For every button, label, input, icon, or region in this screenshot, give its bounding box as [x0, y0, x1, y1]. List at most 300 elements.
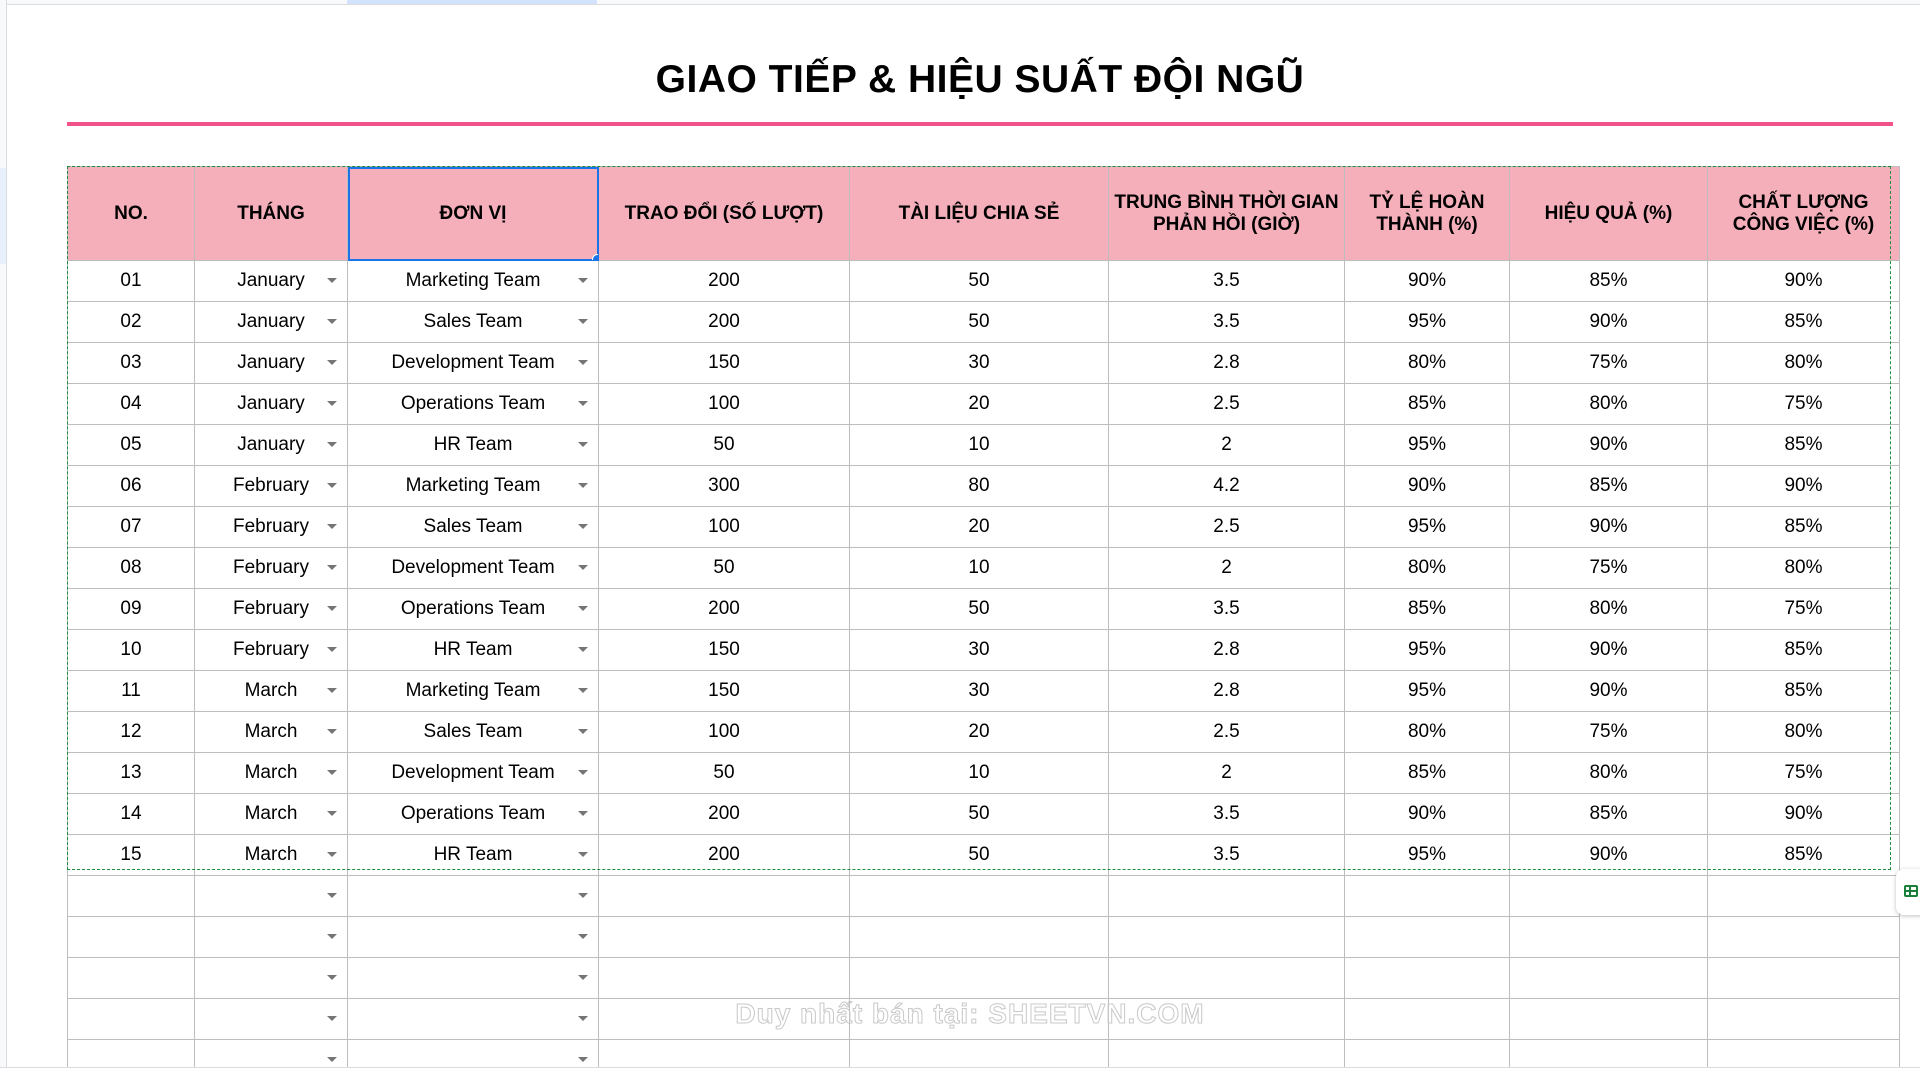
cell-month[interactable] — [195, 589, 348, 630]
header-unit[interactable] — [348, 167, 599, 261]
cell-value: 30 — [968, 352, 990, 373]
cell-value: 50 — [713, 762, 735, 783]
cell-unit[interactable] — [348, 425, 599, 466]
cell-no[interactable] — [68, 835, 195, 876]
cell-no[interactable] — [68, 384, 195, 425]
cell-exchanges[interactable] — [599, 425, 850, 466]
cell-value: 80% — [1407, 352, 1447, 373]
cell-value: 3.5 — [1213, 598, 1240, 619]
cell-completion-rate[interactable] — [1345, 712, 1510, 753]
watermark: Duy nhất bán tại: SHEETVN.COM — [735, 998, 1205, 1029]
cell-value: 2.8 — [1213, 352, 1240, 373]
cell-no[interactable] — [68, 425, 195, 466]
chevron-down-icon[interactable] — [578, 565, 588, 570]
cell-response-time[interactable] — [1109, 917, 1345, 958]
cell-month[interactable] — [195, 630, 348, 671]
chevron-down-icon[interactable] — [578, 483, 588, 488]
cell-value: January — [237, 270, 305, 291]
cell-exchanges[interactable] — [599, 548, 850, 589]
cell-unit[interactable] — [348, 343, 599, 384]
cell-value: 90% — [1589, 516, 1628, 537]
cell-value: 20 — [968, 516, 990, 537]
cell-value: 95% — [1407, 639, 1447, 660]
cell-value: 50 — [713, 557, 735, 578]
cell-no[interactable] — [68, 548, 195, 589]
cell-quality[interactable] — [1708, 589, 1900, 630]
cell-exchanges[interactable] — [599, 384, 850, 425]
cell-month[interactable] — [195, 384, 348, 425]
cell-response-time[interactable] — [1109, 384, 1345, 425]
cell-no[interactable] — [68, 507, 195, 548]
cell-no[interactable] — [68, 999, 195, 1040]
chevron-down-icon[interactable] — [578, 278, 588, 283]
cell-documents[interactable] — [850, 343, 1109, 384]
cell-response-time[interactable] — [1109, 835, 1345, 876]
cell-quality[interactable] — [1708, 466, 1900, 507]
header-unit-label: ĐƠN VỊ — [439, 202, 507, 224]
cell-quality[interactable] — [1708, 425, 1900, 466]
cell-completion-rate[interactable] — [1345, 466, 1510, 507]
cell-completion-rate[interactable] — [1345, 343, 1510, 384]
header-documents[interactable]: TÀI LIỆU CHIA SẺ — [850, 167, 1109, 261]
cell-exchanges[interactable] — [599, 589, 850, 630]
cell-quality[interactable] — [1708, 630, 1900, 671]
chevron-down-icon[interactable] — [327, 688, 337, 693]
table-row — [68, 753, 1900, 794]
cell-completion-rate[interactable] — [1345, 671, 1510, 712]
cell-value: 03 — [120, 352, 142, 373]
cell-response-time[interactable] — [1109, 753, 1345, 794]
cell-value: 80% — [1407, 721, 1447, 742]
cell-response-time[interactable] — [1109, 958, 1345, 999]
chevron-down-icon[interactable] — [578, 442, 588, 447]
cell-exchanges[interactable] — [599, 630, 850, 671]
cell-value: 2 — [1221, 434, 1232, 455]
cell-efficiency[interactable] — [1510, 261, 1708, 302]
cell-quality[interactable] — [1708, 384, 1900, 425]
chevron-down-icon[interactable] — [327, 729, 337, 734]
cell-value: 90% — [1784, 803, 1823, 824]
cell-value: Sales Team — [423, 721, 523, 742]
cell-month[interactable] — [195, 753, 348, 794]
cell-value: 3.5 — [1213, 844, 1240, 865]
cell-value: 11 — [121, 680, 141, 701]
cell-unit[interactable] — [348, 794, 599, 835]
cell-unit[interactable] — [348, 548, 599, 589]
cell-documents[interactable] — [850, 876, 1109, 917]
cell-value: 06 — [120, 475, 142, 496]
cell-efficiency[interactable] — [1510, 876, 1708, 917]
cell-documents[interactable] — [850, 958, 1109, 999]
cell-month[interactable] — [195, 958, 348, 999]
cell-completion-rate[interactable] — [1345, 302, 1510, 343]
chevron-down-icon[interactable] — [327, 1057, 337, 1062]
cell-value: 85% — [1407, 393, 1447, 414]
chevron-down-icon[interactable] — [327, 360, 337, 365]
cell-quality[interactable] — [1708, 507, 1900, 548]
cell-completion-rate[interactable] — [1345, 261, 1510, 302]
cell-response-time[interactable] — [1109, 425, 1345, 466]
chevron-down-icon[interactable] — [578, 688, 588, 693]
cell-quality[interactable] — [1708, 261, 1900, 302]
cell-value: March — [244, 803, 298, 824]
cell-efficiency[interactable] — [1510, 466, 1708, 507]
chevron-down-icon[interactable] — [578, 934, 588, 939]
cell-documents[interactable] — [850, 630, 1109, 671]
cell-exchanges[interactable] — [599, 794, 850, 835]
cell-month[interactable] — [195, 999, 348, 1040]
cell-efficiency[interactable] — [1510, 425, 1708, 466]
cell-value: 50 — [968, 803, 990, 824]
cell-no[interactable] — [68, 466, 195, 507]
cell-value: 85% — [1784, 844, 1823, 865]
table-row — [68, 507, 1900, 548]
cell-value: 85% — [1784, 680, 1823, 701]
cell-month[interactable] — [195, 794, 348, 835]
cell-value: 90% — [1784, 270, 1823, 291]
chevron-down-icon[interactable] — [327, 647, 337, 652]
header-month[interactable]: THÁNG — [195, 167, 348, 261]
cell-no[interactable] — [68, 343, 195, 384]
cell-quality[interactable] — [1708, 958, 1900, 999]
cell-response-time[interactable] — [1109, 343, 1345, 384]
cell-value: 90% — [1589, 680, 1628, 701]
cell-unit[interactable] — [348, 302, 599, 343]
chevron-down-icon[interactable] — [578, 360, 588, 365]
cell-documents[interactable] — [850, 671, 1109, 712]
cell-unit[interactable] — [348, 384, 599, 425]
cell-unit[interactable] — [348, 917, 599, 958]
cell-value: March — [244, 844, 298, 865]
cell-value: 200 — [708, 844, 740, 865]
cell-exchanges[interactable] — [599, 343, 850, 384]
cell-response-time[interactable] — [1109, 466, 1345, 507]
chevron-down-icon[interactable] — [327, 565, 337, 570]
cell-no[interactable] — [68, 794, 195, 835]
cell-value: 75% — [1784, 393, 1823, 414]
cell-value: March — [244, 762, 298, 783]
cell-value: 90% — [1589, 311, 1628, 332]
cell-documents[interactable] — [850, 507, 1109, 548]
cell-unit[interactable] — [348, 999, 599, 1040]
chevron-down-icon[interactable] — [578, 770, 588, 775]
selected-row-indicator — [0, 168, 6, 264]
cell-no[interactable] — [68, 712, 195, 753]
cell-quality[interactable] — [1708, 999, 1900, 1040]
header-completion-rate[interactable]: TỶ LỆ HOÀN THÀNH (%) — [1345, 167, 1510, 261]
chevron-down-icon[interactable] — [578, 524, 588, 529]
cell-unit[interactable] — [348, 753, 599, 794]
cell-value: Operations Team — [400, 598, 546, 619]
chevron-down-icon[interactable] — [578, 729, 588, 734]
cell-value: Development Team — [391, 762, 555, 783]
chevron-down-icon[interactable] — [327, 483, 337, 488]
cell-response-time[interactable] — [1109, 302, 1345, 343]
cell-efficiency[interactable] — [1510, 671, 1708, 712]
cell-unit[interactable] — [348, 466, 599, 507]
chevron-down-icon[interactable] — [327, 524, 337, 529]
cell-value: 150 — [708, 639, 740, 660]
cell-month[interactable] — [195, 343, 348, 384]
chevron-down-icon[interactable] — [578, 1057, 588, 1062]
cell-month[interactable] — [195, 548, 348, 589]
chevron-down-icon[interactable] — [327, 401, 337, 406]
cell-value: Sales Team — [423, 311, 523, 332]
cell-month[interactable] — [195, 466, 348, 507]
cell-month[interactable] — [195, 507, 348, 548]
cell-unit[interactable] — [348, 712, 599, 753]
header-no[interactable]: NO. — [68, 167, 195, 261]
cell-no[interactable] — [68, 876, 195, 917]
cell-quality[interactable] — [1708, 548, 1900, 589]
cell-value: 2 — [1221, 762, 1232, 783]
cell-documents[interactable] — [850, 917, 1109, 958]
cell-completion-rate[interactable] — [1345, 507, 1510, 548]
chevron-down-icon[interactable] — [327, 975, 337, 980]
cell-value: 90% — [1589, 434, 1628, 455]
chevron-down-icon[interactable] — [327, 852, 337, 857]
side-panel-tab[interactable] — [1896, 869, 1920, 915]
chevron-down-icon[interactable] — [327, 606, 337, 611]
cell-value: 200 — [708, 598, 740, 619]
cell-month[interactable] — [195, 917, 348, 958]
header-quality[interactable]: CHẤT LƯỢNG CÔNG VIỆC (%) — [1708, 167, 1900, 261]
chevron-down-icon[interactable] — [327, 442, 337, 447]
cell-completion-rate[interactable] — [1345, 835, 1510, 876]
cell-unit[interactable] — [348, 507, 599, 548]
cell-value: February — [232, 557, 310, 578]
cell-completion-rate[interactable] — [1345, 917, 1510, 958]
cell-no[interactable] — [68, 917, 195, 958]
cell-efficiency[interactable] — [1510, 302, 1708, 343]
chevron-down-icon[interactable] — [578, 893, 588, 898]
cell-no[interactable] — [68, 302, 195, 343]
cell-exchanges[interactable] — [599, 876, 850, 917]
chevron-down-icon[interactable] — [327, 770, 337, 775]
cell-no[interactable] — [68, 261, 195, 302]
cell-value: 85% — [1589, 270, 1628, 291]
cell-efficiency[interactable] — [1510, 343, 1708, 384]
cell-no[interactable] — [68, 671, 195, 712]
cell-value: 02 — [120, 311, 142, 332]
chevron-down-icon[interactable] — [578, 975, 588, 980]
cell-quality[interactable] — [1708, 671, 1900, 712]
cell-value: 85% — [1784, 434, 1823, 455]
cell-value: 12 — [120, 721, 142, 742]
cell-exchanges[interactable] — [599, 261, 850, 302]
cell-value: 2.5 — [1213, 516, 1240, 537]
cell-documents[interactable] — [850, 261, 1109, 302]
cell-completion-rate[interactable] — [1345, 589, 1510, 630]
cell-value: 90% — [1407, 270, 1447, 291]
chevron-down-icon[interactable] — [578, 647, 588, 652]
cell-documents[interactable] — [850, 384, 1109, 425]
cell-documents[interactable] — [850, 794, 1109, 835]
cell-quality[interactable] — [1708, 753, 1900, 794]
cell-efficiency[interactable] — [1510, 384, 1708, 425]
cell-completion-rate[interactable] — [1345, 753, 1510, 794]
cell-exchanges[interactable] — [599, 671, 850, 712]
chevron-down-icon[interactable] — [327, 278, 337, 283]
cell-exchanges[interactable] — [599, 507, 850, 548]
cell-response-time[interactable] — [1109, 548, 1345, 589]
cell-exchanges[interactable] — [599, 302, 850, 343]
selection-fill-handle[interactable] — [592, 254, 599, 261]
cell-month[interactable] — [195, 425, 348, 466]
chevron-down-icon[interactable] — [578, 401, 588, 406]
cell-unit[interactable] — [348, 589, 599, 630]
cell-value: 150 — [708, 680, 740, 701]
cell-documents[interactable] — [850, 548, 1109, 589]
cell-value: 95% — [1407, 516, 1447, 537]
cell-quality[interactable] — [1708, 302, 1900, 343]
cell-value: January — [237, 434, 305, 455]
cell-quality[interactable] — [1708, 343, 1900, 384]
cell-value: HR Team — [433, 639, 513, 660]
chevron-down-icon[interactable] — [578, 811, 588, 816]
cell-quality[interactable] — [1708, 712, 1900, 753]
cell-value: 80% — [1589, 393, 1628, 414]
cell-response-time[interactable] — [1109, 794, 1345, 835]
cell-response-time[interactable] — [1109, 507, 1345, 548]
cell-value: 2.5 — [1213, 721, 1240, 742]
cell-unit[interactable] — [348, 876, 599, 917]
cell-value: HR Team — [433, 434, 513, 455]
header-row — [68, 167, 1900, 261]
cell-unit[interactable] — [348, 835, 599, 876]
header-exchanges[interactable]: TRAO ĐỔI (SỐ LƯỢT) — [599, 167, 850, 261]
cell-documents[interactable] — [850, 466, 1109, 507]
cell-value: 50 — [968, 270, 990, 291]
chevron-down-icon[interactable] — [327, 319, 337, 324]
cell-quality[interactable] — [1708, 917, 1900, 958]
cell-efficiency[interactable] — [1510, 917, 1708, 958]
cell-value: 30 — [968, 639, 990, 660]
cell-efficiency[interactable] — [1510, 835, 1708, 876]
chevron-down-icon[interactable] — [327, 934, 337, 939]
chevron-down-icon[interactable] — [327, 1016, 337, 1021]
chevron-down-icon[interactable] — [327, 893, 337, 898]
cell-completion-rate[interactable] — [1345, 876, 1510, 917]
cell-exchanges[interactable] — [599, 712, 850, 753]
cell-exchanges[interactable] — [599, 466, 850, 507]
cell-no[interactable] — [68, 958, 195, 999]
header-response-time[interactable]: TRUNG BÌNH THỜI GIAN PHẢN HỒI (GIỜ) — [1109, 167, 1345, 261]
chevron-down-icon[interactable] — [578, 606, 588, 611]
cell-efficiency[interactable] — [1510, 507, 1708, 548]
cell-unit[interactable] — [348, 630, 599, 671]
cell-month[interactable] — [195, 261, 348, 302]
cell-exchanges[interactable] — [599, 917, 850, 958]
cell-quality[interactable] — [1708, 876, 1900, 917]
cell-unit[interactable] — [348, 671, 599, 712]
cell-response-time[interactable] — [1109, 261, 1345, 302]
cell-response-time[interactable] — [1109, 671, 1345, 712]
cell-exchanges[interactable] — [599, 753, 850, 794]
cell-value: Development Team — [391, 557, 555, 578]
column-header-strip — [6, 0, 1920, 5]
cell-completion-rate[interactable] — [1345, 630, 1510, 671]
cell-unit[interactable] — [348, 261, 599, 302]
cell-value: 80 — [968, 475, 990, 496]
cell-documents[interactable] — [850, 589, 1109, 630]
cell-month[interactable] — [195, 671, 348, 712]
cell-response-time[interactable] — [1109, 589, 1345, 630]
cell-value: 85% — [1407, 762, 1447, 783]
cell-completion-rate[interactable] — [1345, 384, 1510, 425]
cell-exchanges[interactable] — [599, 958, 850, 999]
cell-exchanges[interactable] — [599, 835, 850, 876]
cell-value: 10 — [120, 639, 142, 660]
cell-documents[interactable] — [850, 425, 1109, 466]
chevron-down-icon[interactable] — [578, 852, 588, 857]
chevron-down-icon[interactable] — [327, 811, 337, 816]
cell-value: 200 — [708, 803, 740, 824]
table-row — [68, 343, 1900, 384]
cell-documents[interactable] — [850, 753, 1109, 794]
cell-completion-rate[interactable] — [1345, 794, 1510, 835]
table-row — [68, 630, 1900, 671]
cell-completion-rate[interactable] — [1345, 548, 1510, 589]
header-efficiency[interactable]: HIỆU QUẢ (%) — [1510, 167, 1708, 261]
cell-no[interactable] — [68, 589, 195, 630]
cell-completion-rate[interactable] — [1345, 999, 1510, 1040]
cell-response-time[interactable] — [1109, 876, 1345, 917]
cell-value: 2.8 — [1213, 680, 1240, 701]
cell-unit[interactable] — [348, 958, 599, 999]
chevron-down-icon[interactable] — [578, 1016, 588, 1021]
cell-completion-rate[interactable] — [1345, 958, 1510, 999]
cell-value: 4.2 — [1213, 475, 1240, 496]
cell-efficiency[interactable] — [1510, 589, 1708, 630]
cell-value: 75% — [1589, 557, 1628, 578]
cell-efficiency[interactable] — [1510, 958, 1708, 999]
cell-no[interactable] — [68, 630, 195, 671]
cell-no[interactable] — [68, 753, 195, 794]
cell-documents[interactable] — [850, 302, 1109, 343]
cell-value: 90% — [1589, 844, 1628, 865]
cell-quality[interactable] — [1708, 794, 1900, 835]
cell-efficiency[interactable] — [1510, 753, 1708, 794]
cell-month[interactable] — [195, 835, 348, 876]
cell-response-time[interactable] — [1109, 712, 1345, 753]
cell-month[interactable] — [195, 302, 348, 343]
cell-value: 95% — [1407, 844, 1447, 865]
cell-month[interactable] — [195, 712, 348, 753]
chevron-down-icon[interactable] — [578, 319, 588, 324]
cell-value: 80% — [1784, 557, 1823, 578]
table-row — [68, 302, 1900, 343]
cell-efficiency[interactable] — [1510, 712, 1708, 753]
cell-value: Operations Team — [400, 803, 546, 824]
cell-efficiency[interactable] — [1510, 548, 1708, 589]
cell-documents[interactable] — [850, 835, 1109, 876]
cell-quality[interactable] — [1708, 835, 1900, 876]
cell-efficiency[interactable] — [1510, 794, 1708, 835]
cell-value: March — [244, 680, 298, 701]
cell-value: 50 — [713, 434, 735, 455]
cell-documents[interactable] — [850, 712, 1109, 753]
cell-completion-rate[interactable] — [1345, 425, 1510, 466]
cell-response-time[interactable] — [1109, 630, 1345, 671]
cell-month[interactable] — [195, 876, 348, 917]
table-row — [68, 876, 1900, 917]
cell-efficiency[interactable] — [1510, 999, 1708, 1040]
selected-column-indicator — [347, 0, 597, 4]
table-row — [68, 917, 1900, 958]
cell-value: 13 — [120, 762, 142, 783]
cell-efficiency[interactable] — [1510, 630, 1708, 671]
